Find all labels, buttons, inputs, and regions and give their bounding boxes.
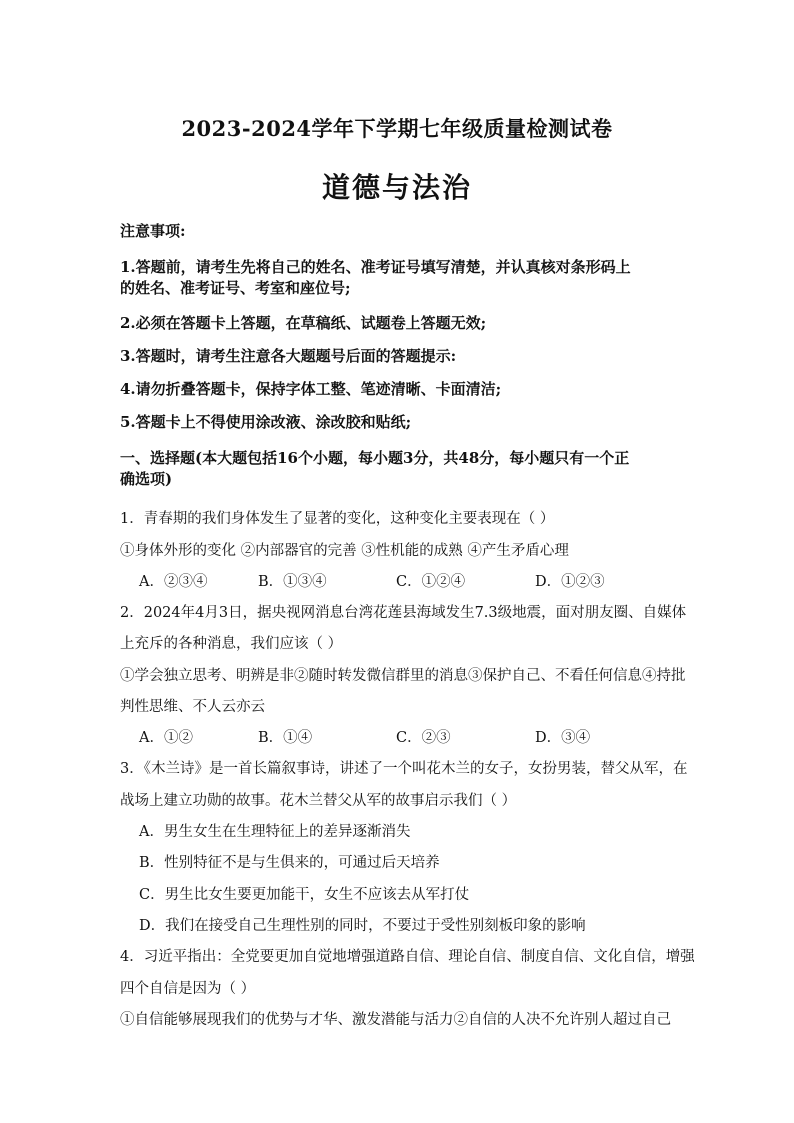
q4-items-line-1: ①自信能够展现我们的优势与才华、激发潜能与活力②自信的人决不允许别人超过自己 — [120, 1012, 671, 1028]
notice-item-5: 5.答题卡上不得使用涂改液、涂改胶和贴纸; — [120, 413, 412, 431]
q1-stem: 1．青春期的我们身体发生了显著的变化，这种变化主要表现在（ ） — [120, 511, 555, 527]
q2-option-d: D．③④ — [535, 730, 591, 746]
q1-option-b: B．①③④ — [258, 574, 327, 590]
q2-stem-line-1: 2．2024年4月3日，据央视网消息台湾花莲县海域发生7.3级地震，面对朋友圈、自媒体 — [120, 605, 687, 621]
q2-option-a: A．①② — [139, 730, 193, 746]
q2-items-line-1: ①学会独立思考、明辨是非②随时转发微信群里的消息③保护自己、不看任何信息④持批 — [120, 668, 686, 684]
notice-item-1-line-1: 1.答题前，请考生先将自己的姓名、准考证号填写清楚，并认真核对条形码上 — [120, 258, 631, 276]
section-heading-line-1: 一、选择题(本大题包括16个小题，每小题3分，共48分，每小题只有一个正 — [120, 449, 630, 467]
notice-heading: 注意事项: — [120, 222, 186, 240]
q2-option-c: C．②③ — [396, 730, 451, 746]
q1-option-c: C．①②④ — [396, 574, 466, 590]
q1-option-d: D．①②③ — [535, 574, 605, 590]
q1-items: ①身体外形的变化 ②内部器官的完善 ③性机能的成熟 ④产生矛盾心理 — [120, 543, 569, 559]
notice-item-2: 2.必须在答题卡上答题，在草稿纸、试题卷上答题无效; — [120, 314, 487, 332]
q3-stem-line-2: 战场上建立功勋的故事。花木兰替父从军的故事启示我们（ ） — [120, 793, 517, 809]
section-heading-line-2: 确选项) — [120, 470, 173, 488]
q4-stem-line-2: 四个自信是因为（ ） — [120, 981, 256, 997]
q3-option-b: B．性别特征不是与生俱来的，可通过后天培养 — [139, 855, 440, 871]
subject-title: 道德与法治 — [321, 171, 472, 204]
q3-option-c: C．男生比女生要更加能干，女生不应该去从军打仗 — [139, 887, 470, 903]
q2-option-b: B．①④ — [258, 730, 313, 746]
notice-item-3: 3.答题时，请考生注意各大题题号后面的答题提示: — [120, 347, 457, 365]
notice-item-1-line-2: 的姓名、准考证号、考室和座位号; — [120, 279, 351, 297]
q1-option-a: A．②③④ — [139, 574, 208, 590]
q4-stem-line-1: 4．习近平指出：全党要更加自觉地增强道路自信、理论自信、制度自信、文化自信，增强 — [120, 949, 695, 965]
q2-stem-line-2: 上充斥的各种消息，我们应该（ ） — [120, 636, 343, 652]
notice-item-4: 4.请勿折叠答题卡，保持字体工整、笔迹清晰、卡面清洁; — [120, 380, 502, 398]
q3-option-d: D．我们在接受自己生理性别的同时，不要过于受性别刻板印象的影响 — [139, 918, 586, 934]
q2-items-line-2: 判性思维、不人云亦云 — [120, 699, 265, 715]
q3-stem-line-1: 3．《木兰诗》是一首长篇叙事诗，讲述了一个叫花木兰的女子，女扮男装，替父从军，在 — [120, 761, 688, 777]
exam-title: 2023-2024学年下学期七年级质量检测试卷 — [181, 116, 613, 141]
q3-option-a: A．男生女生在生理特征上的差异逐渐消失 — [139, 824, 411, 840]
